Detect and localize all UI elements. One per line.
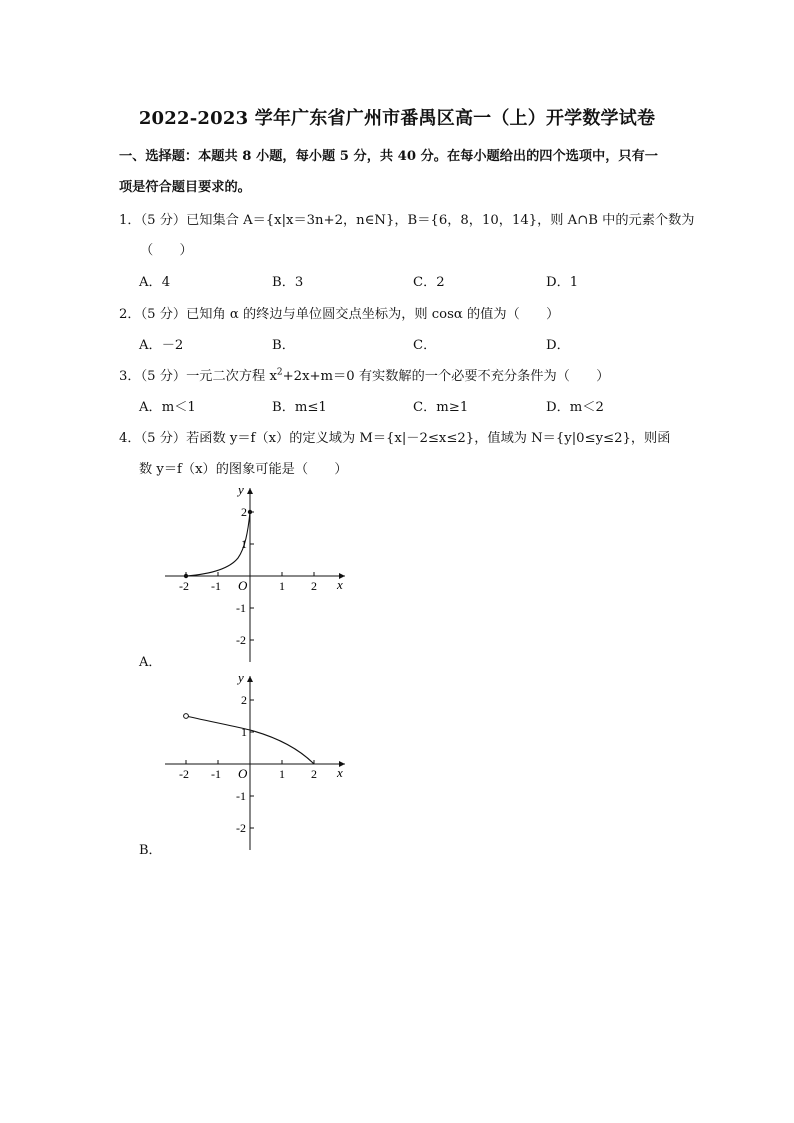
question-3-option-b: B．m≤1 [272,400,327,415]
x-tick-label: -1 [211,579,221,593]
question-1-option-b: B．3 [272,275,304,290]
question-2-text: 2．（5 分）已知角 α 的终边与单位圆交点坐标为，则 cosα 的值为（ ） [119,307,560,322]
section-heading-line-2: 项是符合题目要求的。 [119,180,251,195]
open-endpoint [184,714,189,719]
x-tick-label: 1 [279,767,285,781]
question-3-text-after: +2x+m＝0 有实数解的一个必要不充分条件为（ ） [282,369,610,384]
curve-endpoint [184,574,188,578]
x-axis-label: x [337,577,343,592]
question-2-option-c: C． [413,338,437,353]
question-4-text-line-2: 数 y＝f（x）的图象可能是（ ） [139,462,348,477]
y-axis-label: y [238,482,244,497]
question-1-option-d: D．1 [546,275,579,290]
x-tick-label: 2 [311,579,317,593]
origin-label: O [238,578,248,593]
question-3-option-d: D．m＜2 [546,400,604,415]
y-tick-label: -1 [236,601,246,615]
question-3-option-a: A．m＜1 [139,400,196,415]
y-axis-label: y [238,670,244,685]
x-tick-label: -2 [179,767,189,781]
x-axis-label: x [337,765,343,780]
graph-b-caption: B． [139,843,162,858]
y-tick-label: 1 [241,537,247,551]
graph-a [160,480,360,664]
y-tick-label: -2 [236,633,246,647]
question-1-option-c: C．2 [413,275,445,290]
question-2-option-d: D． [546,338,570,353]
question-3-text-before: 3．（5 分）一元二次方程 x [119,369,277,384]
question-3-option-c: C．m≥1 [413,400,469,415]
question-3-superscript: 2 [276,367,283,378]
question-2-option-a: A．－2 [139,338,184,353]
question-3-text [119,365,609,384]
y-tick-label: 1 [241,725,247,739]
y-tick-label: -1 [236,789,246,803]
page-title: 2022-2023 学年广东省广州市番禺区高一（上）开学数学试卷 [138,108,656,129]
question-4-text-line-1: 4．（5 分）若函数 y＝f（x）的定义域为 M＝{x|－2≤x≤2}，值域为 N＝{y|0≤y≤2}，则函 [119,431,671,446]
question-1-answer-paren: （ ） [140,243,193,258]
x-tick-label: -1 [211,767,221,781]
question-1-option-a: A．4 [139,275,171,290]
y-tick-label: -2 [236,821,246,835]
origin-label: O [238,766,248,781]
curve-endpoint [248,510,252,514]
x-tick-label: -2 [179,579,189,593]
y-tick-label: 2 [241,693,247,707]
x-tick-label: 2 [311,767,317,781]
question-1-text: 1．（5 分）已知集合 A＝{x|x＝3n+2，n∈N}，B＝{6，8，10，14}，则 A∩B 中的元素个数为 [119,213,695,228]
x-tick-label: 1 [279,579,285,593]
section-heading-line-1: 一、选择题：本题共 8 小题，每小题 5 分，共 40 分。在每小题给出的四个选项中，只有一 [119,149,658,164]
graph-a-caption: A． [139,655,162,670]
graph-b [160,668,360,852]
y-tick-label: 2 [241,505,247,519]
question-2-option-b: B． [272,338,295,353]
